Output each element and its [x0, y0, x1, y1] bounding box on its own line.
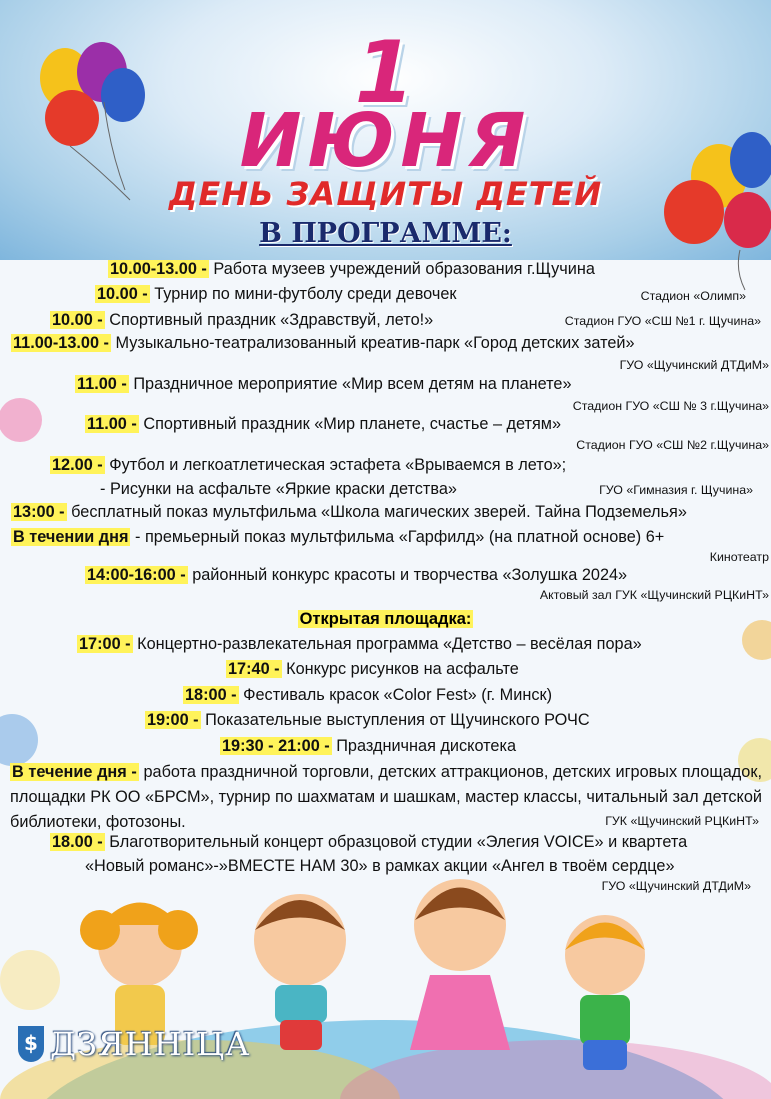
schedule-line: В течении дня - премьерный показ мультфильма «Гарфилд» (на платной основе) 6+: [13, 528, 665, 546]
title-program: В ПРОГРАММЕ:: [259, 218, 512, 249]
schedule-line: 10.00 - Спортивный праздник «Здравствуй, лето!»: [52, 311, 434, 329]
location-label: ГУО «Щучинский ДТДиМ»: [619, 358, 769, 372]
open-area-line: 19:00 - Показательные выступления от Щучинского РОЧС: [147, 711, 590, 729]
open-area-line: 17:00 - Концертно-развлекательная программа «Детство – весёлая пора»: [79, 635, 642, 653]
open-area-line: 19:30 - 21:00 - Праздничная дискотека: [222, 737, 517, 755]
logo-text: ДЗЯННІЦА: [50, 1025, 251, 1063]
logo: [18, 1025, 250, 1063]
location-label: Стадион ГУО «СШ №2 г.Щучина»: [576, 438, 769, 452]
schedule-line: 14:00-16:00 - районный конкурс красоты и творчества «Золушка 2024»: [87, 566, 628, 584]
schedule-line: 13:00 - бесплатный показ мультфильма «Школа магических зверей. Тайна Подземелья»: [13, 503, 687, 521]
schedule-line: 11.00 - Праздничное мероприятие «Мир всем детям на планете»: [77, 375, 572, 393]
location-label: ГУК «Щучинский РЦКиНТ»: [605, 814, 759, 828]
schedule-line: 11.00-13.00 - Музыкально-театрализованный креатив-парк «Город детских затей»: [13, 334, 635, 352]
open-area-line: 17:40 - Конкурс рисунков на асфальте: [228, 660, 519, 678]
title-month: ИЮНЯ: [239, 98, 532, 184]
open-area-line: 18:00 - Фестиваль красок «Color Fest» (г. Минск): [185, 686, 553, 704]
charity-line: 18.00 - Благотворительный концерт образцовой студии «Элегия VOICE» и квартета: [52, 833, 688, 851]
schedule-line: - Рисунки на асфальте «Яркие краски детства»: [100, 480, 457, 498]
shield-icon: $: [18, 1026, 44, 1062]
schedule-line: 10.00 - Турнир по мини-футболу среди девочек: [97, 285, 457, 303]
location-label: Стадион «Олимп»: [640, 289, 746, 303]
location-label: ГУО «Гимназия г. Щучина»: [599, 483, 753, 497]
charity-line: «Новый романс»-»ВМЕСТЕ НАМ 30» в рамках акции «Ангел в твоём сердце»: [85, 857, 675, 875]
location-label: Актовый зал ГУК «Щучинский РЦКиНТ»: [539, 588, 769, 602]
location-label: Стадион ГУО «СШ № 3 г.Щучина»: [572, 399, 769, 413]
open-area-title: Открытая площадка:: [299, 610, 472, 628]
location-label: Стадион ГУО «СШ №1 г. Щучина»: [564, 314, 761, 328]
schedule-line: 12.00 - Футбол и легкоатлетическая эстафета «Врываемся в лето»;: [52, 456, 567, 474]
location-label: ГУО «Щучинский ДТДиМ»: [601, 879, 751, 893]
title-day: 1: [354, 23, 417, 123]
all-day-paragraph: В течение дня - работа праздничной торговли, детских аттракционов, детских игровых площадок, площадки РК ОО «БРСМ», турнир по шахматам и шашкам, мастер классы, читальный зал детской библиотеки, фотозоны.: [10, 763, 762, 831]
title-holiday: ДЕНЬ ЗАЩИТЫ ДЕТЕЙ: [168, 175, 603, 213]
schedule-line: 10.00-13.00 - Работа музеев учреждений образования г.Щучина: [110, 260, 595, 278]
schedule-line: 11.00 - Спортивный праздник «Мир планете, счастье – детям»: [87, 415, 562, 433]
location-label: Кинотеатр: [709, 550, 769, 564]
